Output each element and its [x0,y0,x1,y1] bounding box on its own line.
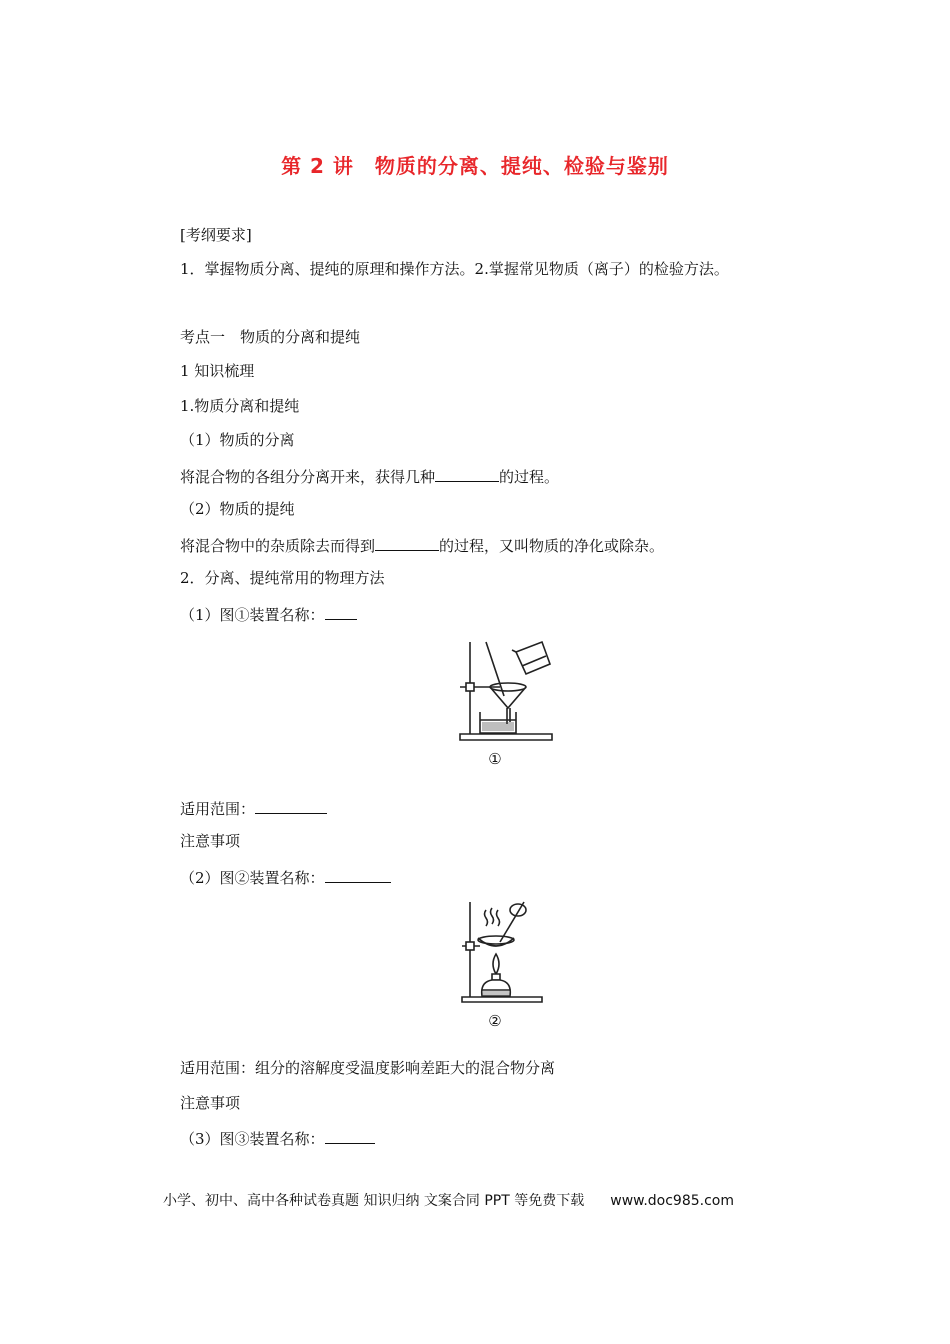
section-heading: 考点一 物质的分离和提纯 [180,328,361,346]
fig2-scope: 适用范围：组分的溶解度受温度影响差距大的混合物分离 [180,1059,556,1077]
fig1-scope-text: 适用范围： [180,800,256,818]
item-1-2-text [180,534,664,556]
fig1-prompt [180,603,357,625]
fig1-notes: 注意事项 [180,832,241,850]
page-title: 第 2 讲 物质的分离、提纯、检验与鉴别 [281,154,669,178]
answer-blank[interactable] [325,866,391,883]
item-1-2-text-a: 将混合物中的杂质除去而得到 [180,537,376,555]
answer-blank[interactable] [325,1127,375,1144]
item-1-1-text-a: 将混合物的各组分分离开来，获得几种 [180,468,436,486]
answer-blank[interactable] [325,603,357,620]
item-1-1-text-b: 的过程。 [499,468,560,486]
fig3-prompt-text: （3）图③装置名称： [180,1130,325,1148]
fig1-label: ① [488,750,502,768]
section-subheading: 1 知识梳理 [180,362,255,380]
fig2-notes: 注意事项 [180,1094,241,1112]
fig1-scope [180,797,327,819]
requirements-text: 1．掌握物质分离、提纯的原理和操作方法。2.掌握常见物质（离子）的检验方法。 [180,260,729,278]
item-1-1-text [180,465,559,487]
fig3-prompt [180,1127,375,1149]
page-footer [163,1190,734,1210]
item-1-2-text-b: 的过程，又叫物质的净化或除杂。 [439,537,665,555]
item-2-heading: 2．分离、提纯常用的物理方法 [180,569,385,587]
footer-url[interactable]: www.doc985.com [610,1193,734,1209]
requirements-heading: [考纲要求] [180,226,252,244]
fig1-prompt-text: （1）图①装置名称： [180,606,325,624]
fig2-prompt-text: （2）图②装置名称： [180,869,325,887]
answer-blank[interactable] [375,534,439,551]
item-1-2-heading: （2）物质的提纯 [180,500,295,518]
fig2-prompt [180,866,391,888]
filtration-apparatus-figure [452,636,562,744]
item-1-1-heading: （1）物质的分离 [180,431,295,449]
item-1-heading: 1.物质分离和提纯 [180,397,300,415]
footer-text: 小学、初中、高中各种试卷真题 知识归纳 文案合同 PPT 等免费下载 [163,1193,585,1209]
evaporation-apparatus-figure [458,896,548,1006]
answer-blank[interactable] [255,797,327,814]
fig2-label: ② [488,1012,502,1030]
answer-blank[interactable] [435,465,499,482]
